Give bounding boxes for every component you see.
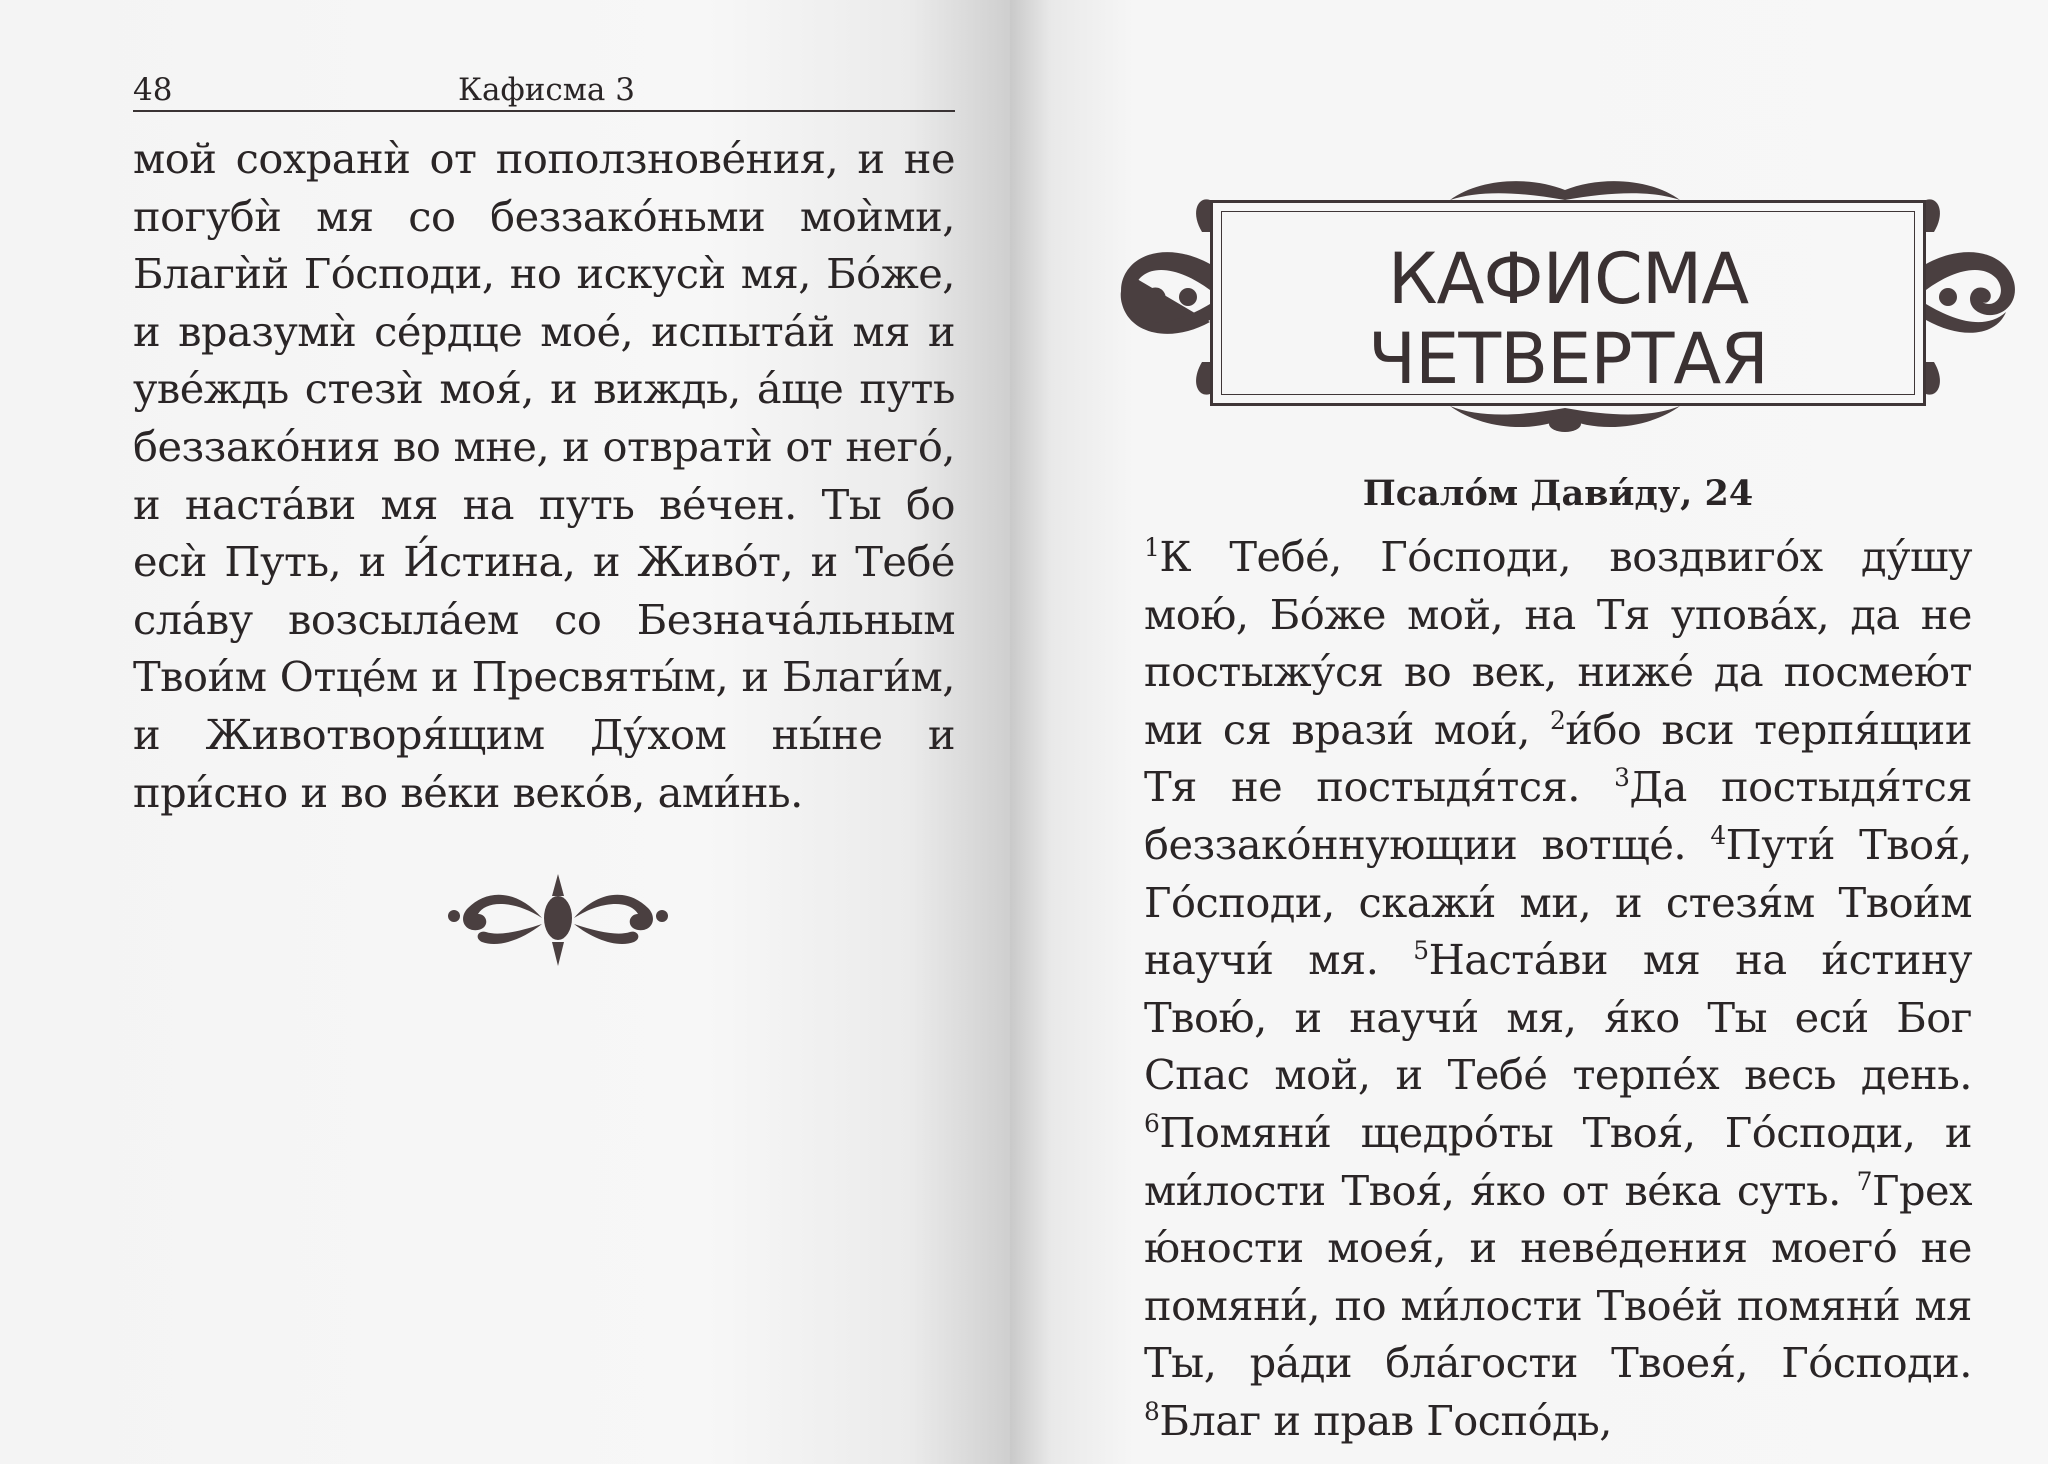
verse-number: 6 (1144, 1109, 1160, 1139)
verse-text: К Тебе́, Го́споди, воздвиго́х ду́шу мою́, Бо́же мой, на Тя упова́х, да не постыжу́ся во век, ниже́ да посмею́т ми ся врази́ мои́, (1144, 532, 1972, 754)
verse-number: 8 (1144, 1397, 1160, 1427)
chapter-title-frame (1110, 172, 2020, 457)
chapter-title-box (1210, 200, 1926, 406)
verse-number: 2 (1549, 705, 1566, 735)
left-running-header (133, 70, 955, 112)
psalm-heading: Псало́м Дави́ду, 24 (1362, 473, 1754, 514)
verse-number: 7 (1856, 1166, 1872, 1196)
left-body-text: мой сохранѝ от поползнове́ния, и не погубѝ мя со беззако́ньми моѝми, Благѝй Го́споди, но искусѝ мя, Бо́же, и вразумѝ се́рдце мое́, испыта́й мя и уве́ждь стезѝ моя́, и виждь, а́ще путь беззако́ния во мне, и отвратѝ от него́, и наста́ви мя на путь ве́чен. Ты бо есѝ Путь, и И́стина, и Живо́т, и Тебе́ сла́ву возсыла́ем со Безнача́льным Твои́м Отце́м и Пресвяты́м, и Благи́м, и Животворя́щим Ду́хом ны́не и при́сно и во ве́ки веко́в, ами́нь. (133, 134, 955, 817)
verse-number: 4 (1710, 821, 1726, 851)
verse-text: Помяни́ щедро́ты Твоя́, Го́споди, и ми́лости Твоя́, я́ко от ве́ка суть. (1144, 1107, 1972, 1215)
page-number: 48 (133, 72, 173, 108)
verse-text: Грех ю́ности моея́, и неве́дения моего́ не помяни́, по ми́лости Твое́й помяни́ мя Ты, ра́ди бла́гости Твоея́, Го́споди. (1144, 1165, 1972, 1388)
verse-text: Благ и прав Госпо́дь, (1159, 1395, 1612, 1445)
verse-number: 1 (1144, 533, 1160, 563)
verse-number: 3 (1614, 763, 1630, 793)
verse-text: Наста́ви мя на и́стину Твою́, и научи́ мя, я́ко Ты еси́ Бог Спас мой, и Тебе́ терпе́х весь день. (1144, 935, 1973, 1100)
verse-number: 5 (1413, 936, 1429, 966)
chapter-title-line-1: КАФИСМА (1387, 238, 1749, 320)
running-title: Кафисма 3 (458, 72, 635, 108)
right-body-text (1144, 528, 1972, 1450)
verse-text: Пути́ Твоя́, Го́споди, скажи́ ми, и стезя́м Твои́м научи́ мя. (1144, 819, 1972, 985)
chapter-title-line-2: ЧЕТВЕРТАЯ (1368, 318, 1768, 400)
verse-text: и́бо вси терпя́щии Тя не постыдя́тся. (1144, 704, 1972, 812)
floral-ornament-icon (438, 870, 678, 970)
left-page (0, 0, 1010, 1464)
verse-text: Да постыдя́тся беззако́ннующии вотще́. (1144, 762, 1972, 869)
